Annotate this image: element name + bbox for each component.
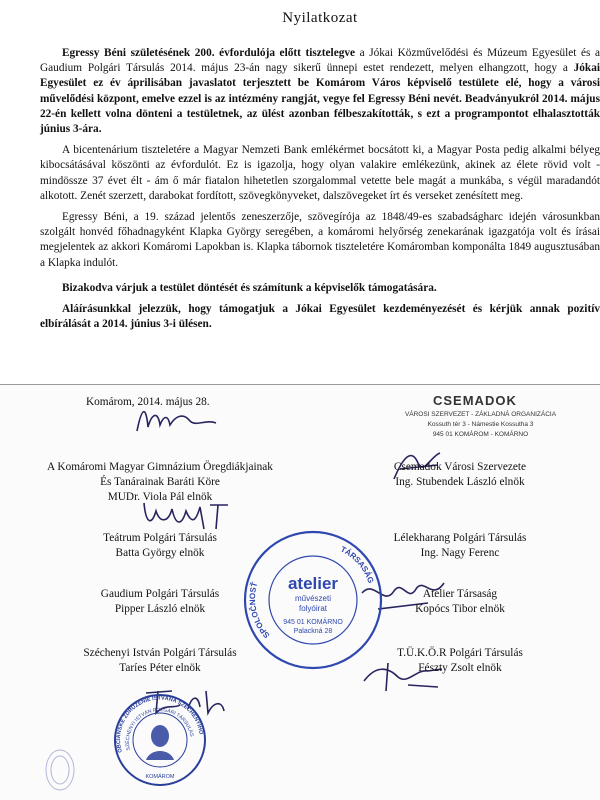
statement-section — [40, 0, 600, 383]
left-3-org: Gaudium Polgári Társulás — [100, 588, 220, 600]
right-3-org: Atelier Társaság — [422, 588, 498, 600]
right-1-name: Ing. Stubendek László elnök — [395, 476, 525, 488]
right-2-org: Lélekharang Polgári Társulás — [393, 532, 527, 544]
signature-viola — [132, 401, 222, 437]
p1-bold-intro: Egressy Béni születésének 200. évfordulója előtt tisztelegve — [62, 47, 356, 59]
csemadok-stamp-line2: Kossuth tér 3 - Námestie Kossutha 3 — [427, 421, 534, 428]
csemadok-stamp — [393, 393, 568, 445]
closing-1-text: Bizakodva várjuk a testület döntését és számítunk a képviselők támogatására. — [62, 281, 437, 294]
left-1-name: MUDr. Viola Pál elnök — [107, 491, 213, 503]
document-body — [40, 46, 600, 338]
document-title: Nyilatkozat — [282, 10, 358, 26]
atelier-ring-right: TÁRSASÁG — [339, 544, 376, 585]
atelier-zip: 945 01 KOMÁRNO — [283, 619, 343, 626]
place-date: Komárom, 2014. május 28. — [86, 396, 210, 408]
szechenyi-bottom: KOMÁROM — [145, 774, 175, 780]
p1-bold-proposal: Jókai Egyesület ez év áprilisában javaslatot terjesztett be Komárom Város képviselő testülete elé, hogy a városi művelődési központ, emelve ezzel is az intézmény rangját, vegye fel Egressy Béni nevét. Beadványukról 2014. május 22-én kellett volna dönteni a testületnek, az ülést azonban félbeszakították, s ezt a programpontot elhalasztották június 3-ára. — [40, 62, 600, 136]
atelier-ring-left: SPOLOČNOSŤ — [247, 581, 272, 640]
left-1-org: A Komáromi Magyar Gimnázium Öregdiákjainak — [47, 461, 273, 473]
closing-line-2 — [40, 302, 600, 332]
atelier-sub1: művészeti — [294, 594, 332, 603]
right-3-name: Kopócs Tibor elnök — [415, 603, 505, 615]
right-1-org: Csemadok Városi Szervezete — [393, 461, 527, 473]
paragraph-3: Egressy Béni, a 19. század jelentős zeneszerzője, szövegírója az 1848/49-es szabadságharc idején városunkban szolgált honvéd főhadnagyként Klapka György seregében, a komáromi helyőrség zenekarának igazgatója volt és írásai megjelentek az akkori Komáromi Lapokban is. Klapka tábornok tiszteletére Komáromban komponálta 1849 augusztusában a Klapka indulót. — [40, 211, 600, 269]
signature-section — [0, 385, 600, 800]
atelier-street: Palackná 28 — [293, 628, 333, 635]
paragraph-1 — [40, 46, 600, 137]
left-3-name: Pipper László elnök — [114, 603, 206, 615]
szechenyi-ring: OBČIANSKE ZDRUŽENIE ISTVÁNA SZÉCHENYIHO — [115, 695, 204, 754]
right-4-org: T.Ü.K.Ö.R Polgári Társulás — [397, 647, 523, 659]
left-1-org2: És Tanárainak Baráti Köre — [100, 476, 220, 488]
atelier-name: atelier — [287, 574, 339, 593]
left-4-org: Széchenyi István Polgári Társulás — [83, 647, 237, 659]
left-2-org: Teátrum Polgári Társulás — [103, 532, 217, 544]
atelier-stamp — [238, 525, 388, 675]
right-4-name: Fészty Zsolt elnök — [418, 662, 502, 674]
closing-2-text: Aláírásunkkal jelezzük, hogy támogatjuk a Jókai Egyesület kezdeményezését és kérjük annak pozitív elbírálását a 2014. június 3-i ülésen. — [40, 303, 600, 331]
p1-text: a Jókai Közművelődési és Múzeum Egyesület és a Gaudium Polgári Társulás 2014. május 23-án nagy sikerű ünnepi estet rendezett, melyen elhangzott, hogy a — [40, 47, 600, 75]
csemadok-stamp-title: CSEMADOK — [433, 393, 517, 408]
csemadok-stamp-line1: VÁROSI SZERVEZET - ZÁKLADNÁ ORGANIZÁCIA — [404, 411, 557, 418]
csemadok-stamp-line3: 945 01 KOMÁROM - KOMÁRNO — [432, 431, 529, 438]
atelier-sub2: folyóirat — [298, 604, 328, 613]
szechenyi-ring-inner: SZÉCHENYI ISTVÁN POLGÁRI TÁRSULÁS — [124, 707, 195, 751]
closing-line-1 — [40, 281, 600, 296]
szechenyi-stamp — [112, 692, 208, 788]
left-4-name: Taríes Péter elnök — [119, 662, 201, 674]
right-2-name: Ing. Nagy Ferenc — [420, 547, 500, 559]
paragraph-2: A bicentenárium tiszteletére a Magyar Nemzeti Bank emlékérmet bocsátott ki, a Magyar Posta pedig alkalmi bélyeg kibocsátásával köszönti az évfordulót. Ez is igazolja, hogy olyan valakire emlékezünk, akinek az élete rövid volt - mindössze 37 évet élt - ám ő már fiatalon hihetetlen szorgalommal vetette bele magát a munkába, s végül maradandót alkotott. Zenét szerzett, darabokat fordított, szövegkönyveket, dalszövegeket írt és verseket zenésített meg. — [40, 144, 600, 202]
ink-smudge — [40, 745, 80, 795]
left-2-name: Batta György elnök — [115, 547, 205, 559]
